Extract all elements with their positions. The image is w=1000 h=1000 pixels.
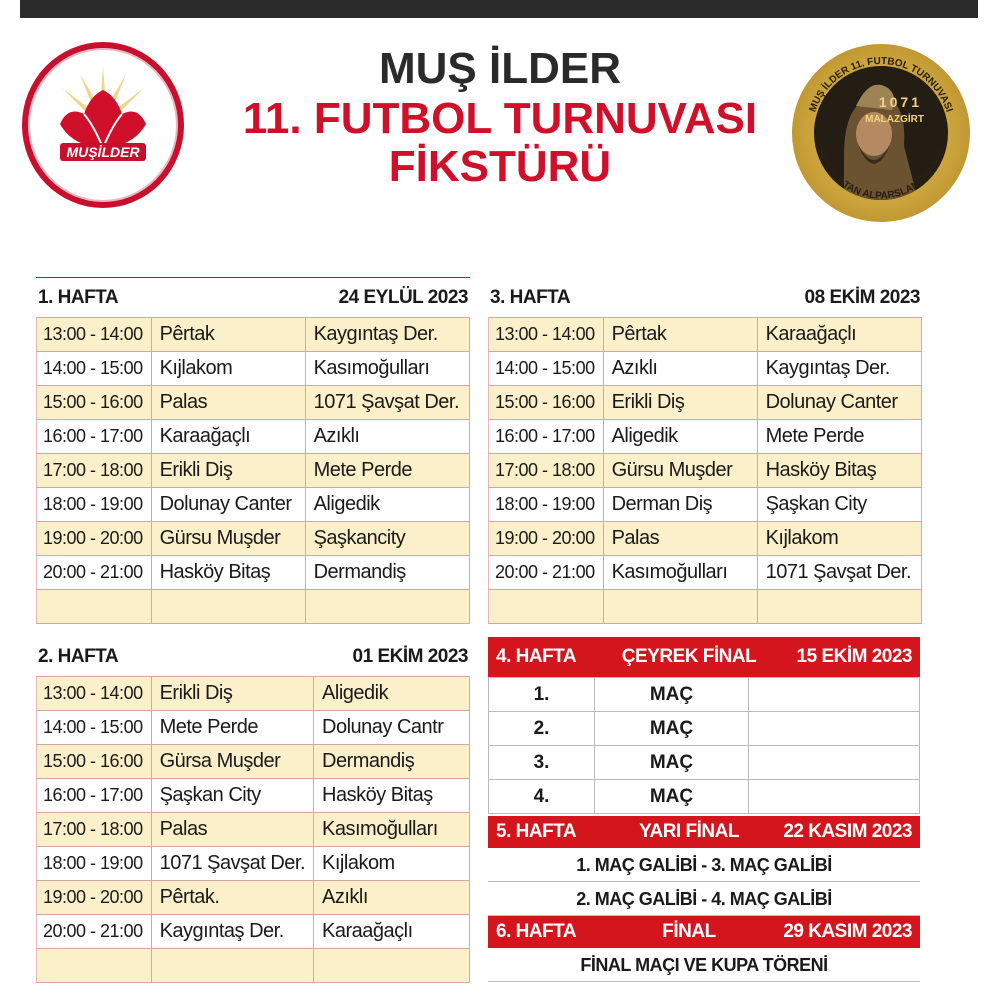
match-time: 15:00 - 16:00 [489,386,604,420]
page-subtitle: 11. FUTBOL TURNUVASI [242,94,758,143]
away-team: Aligedik [314,677,470,711]
mus-ilder-logo [22,42,184,208]
week-2-header [36,636,470,676]
table-row [37,711,470,745]
table-row [489,488,922,522]
match-time: 16:00 - 17:00 [489,420,604,454]
week-4-header [488,637,920,677]
match-time: 18:00 - 19:00 [489,488,604,522]
week-6-header [488,916,920,948]
home-team: Azıklı [603,352,757,386]
table-row [37,488,470,522]
away-team: Azıklı [314,881,470,915]
home-team: Gürsu Muşder [603,454,757,488]
table-row [37,915,470,949]
away-team: Aligedik [305,488,469,522]
svg-text:1071 SULTAN ALPARSLAN SEZONU: 1071 SULTAN ALPARSLAN SEZONU [814,147,948,202]
away-team: Dolunay Canter [757,386,921,420]
match-time: 16:00 - 17:00 [37,779,152,813]
match-time: 19:00 - 20:00 [37,881,152,915]
away-team: Kaygıntaş Der. [757,352,921,386]
quarter-final-number: 2. [489,712,595,746]
badge-place: MALAZGİRT [865,114,924,125]
match-time: 13:00 - 14:00 [489,318,604,352]
match-time: 20:00 - 21:00 [37,915,152,949]
table-row [37,677,470,711]
away-team: Dermandiş [305,556,469,590]
match-time: 13:00 - 14:00 [37,318,152,352]
home-team: Hasköy Bitaş [151,556,305,590]
away-team: Kasımoğulları [305,352,469,386]
home-team: Gürsa Muşder [151,745,313,779]
match-time: 18:00 - 19:00 [37,488,152,522]
table-row [489,386,922,420]
home-team: Pêrtak. [151,881,313,915]
away-team: Mete Perde [757,420,921,454]
table-row [489,590,922,624]
table-row [37,352,470,386]
table-row [489,746,920,780]
svg-text:MUŞ İLDER 11. FUTBOL TURNUVASI: MUŞ İLDER 11. FUTBOL TURNUVASI [807,55,955,114]
match-time: 16:00 - 17:00 [37,420,152,454]
week-2-table [36,676,470,983]
badge-number: 1071 [878,94,922,110]
table-row [37,590,470,624]
week-3-label: 3. HAFTA [490,287,571,308]
semi-final-match-2: 2. MAÇ GALİBİ - 4. MAÇ GALİBİ [488,882,920,916]
table-row [37,779,470,813]
quarter-final-match: MAÇ [595,780,749,814]
week-3-date: 08 EKİM 2023 [804,287,920,308]
away-team: 1071 Şavşat Der. [305,386,469,420]
table-row [489,454,922,488]
home-team: Kaygıntaş Der. [151,915,313,949]
table-row [37,454,470,488]
quarter-final-result [749,712,920,746]
match-time: 17:00 - 18:00 [37,813,152,847]
table-row [37,881,470,915]
match-time: 14:00 - 15:00 [37,711,152,745]
page-subtitle-2: FİKSTÜRÜ [388,142,612,191]
home-team [603,590,757,624]
badge-ring [792,44,970,222]
table-row [37,386,470,420]
week-1-label: 1. HAFTA [38,287,119,308]
away-team [757,590,921,624]
quarter-final-number: 4. [489,780,595,814]
match-time [37,590,152,624]
table-row [37,420,470,454]
week-5-date: 22 KASIM 2023 [783,821,912,842]
match-time: 14:00 - 15:00 [489,352,604,386]
home-team: Kıjlakom [151,352,305,386]
week-4-stage: ÇEYREK FİNAL [621,646,757,667]
quarter-final-number: 3. [489,746,595,780]
week-5-header [488,816,920,848]
match-time: 20:00 - 21:00 [489,556,604,590]
match-time: 19:00 - 20:00 [37,522,152,556]
match-time: 15:00 - 16:00 [37,745,152,779]
away-team: Kaygıntaş Der. [305,318,469,352]
week-1-section [36,277,470,624]
quarter-final-match: MAÇ [595,746,749,780]
quarter-final-match: MAÇ [595,678,749,712]
away-team: Karaağaçlı [757,318,921,352]
home-team: Derman Diş [603,488,757,522]
away-team: Dolunay Cantr [314,711,470,745]
quarter-final-result [749,780,920,814]
home-team: Pêrtak [603,318,757,352]
match-time [489,590,604,624]
home-team: 1071 Şavşat Der. [151,847,313,881]
week-1-header [36,277,470,317]
table-row [37,556,470,590]
home-team: Gürsu Muşder [151,522,305,556]
match-time: 15:00 - 16:00 [37,386,152,420]
week-4-table [488,677,920,814]
away-team: Hasköy Bitaş [757,454,921,488]
week-3-header [488,277,922,317]
table-row [489,678,920,712]
home-team: Palas [151,386,305,420]
home-team: Kasımoğulları [603,556,757,590]
away-team: Dermandiş [314,745,470,779]
away-team: Hasköy Bitaş [314,779,470,813]
malazgirt-badge [792,44,970,222]
table-row [489,420,922,454]
home-team: Palas [151,813,313,847]
table-row [37,522,470,556]
week-3-table [488,317,922,624]
home-team: Karaağaçlı [151,420,305,454]
match-time: 17:00 - 18:00 [37,454,152,488]
home-team: Palas [603,522,757,556]
week-5-stage: YARI FİNAL [639,821,739,842]
away-team: Şaşkancity [305,522,469,556]
final-match: FİNAL MAÇI VE KUPA TÖRENİ [488,948,920,982]
week-4-section [488,637,920,814]
match-time: 13:00 - 14:00 [37,677,152,711]
table-row [37,745,470,779]
table-row [489,556,922,590]
home-team: Erikli Diş [151,677,313,711]
table-row [489,318,922,352]
home-team: Mete Perde [151,711,313,745]
match-time: 17:00 - 18:00 [489,454,604,488]
match-time: 19:00 - 20:00 [489,522,604,556]
away-team [314,949,470,983]
week-1-table [36,317,470,624]
week-5-label: 5. HAFTA [496,821,577,842]
match-time: 18:00 - 19:00 [37,847,152,881]
table-row [489,352,922,386]
home-team: Erikli Diş [151,454,305,488]
week-6-section [488,916,920,982]
week-2-label: 2. HAFTA [38,646,119,667]
away-team: Şaşkan City [757,488,921,522]
table-row [489,522,922,556]
home-team: Pêrtak [151,318,305,352]
home-team [151,590,305,624]
table-row [37,813,470,847]
quarter-final-match: MAÇ [595,712,749,746]
table-row [37,318,470,352]
week-6-date: 29 KASIM 2023 [783,921,912,942]
week-1-date: 24 EYLÜL 2023 [338,287,468,308]
week-2-section [36,636,470,983]
quarter-final-result [749,678,920,712]
match-time: 20:00 - 21:00 [37,556,152,590]
home-team: Şaşkan City [151,779,313,813]
home-team: Dolunay Canter [151,488,305,522]
table-row [37,949,470,983]
away-team: Karaağaçlı [314,915,470,949]
away-team: Kasımoğulları [314,813,470,847]
week-5-section [488,816,920,916]
home-team: Erikli Diş [603,386,757,420]
page-title: MUŞ İLDER [379,44,621,93]
quarter-final-number: 1. [489,678,595,712]
quarter-final-result [749,746,920,780]
table-row [489,712,920,746]
away-team: 1071 Şavşat Der. [757,556,921,590]
home-team: Aligedik [603,420,757,454]
away-team: Kıjlakom [314,847,470,881]
match-time [37,949,152,983]
week-4-label: 4. HAFTA [496,646,577,667]
table-row [37,847,470,881]
away-team: Azıklı [305,420,469,454]
away-team: Mete Perde [305,454,469,488]
table-row [489,780,920,814]
semi-final-match-1: 1. MAÇ GALİBİ - 3. MAÇ GALİBİ [488,848,920,882]
week-6-label: 6. HAFTA [496,921,577,942]
week-6-stage: FİNAL [662,921,716,942]
top-bar [20,0,978,18]
away-team: Kıjlakom [757,522,921,556]
week-2-date: 01 EKİM 2023 [352,646,468,667]
week-3-section [488,277,922,624]
week-4-date: 15 EKİM 2023 [796,646,912,667]
logo-wordmark: MUŞİLDER [28,144,178,160]
home-team [151,949,313,983]
away-team [305,590,469,624]
match-time: 14:00 - 15:00 [37,352,152,386]
